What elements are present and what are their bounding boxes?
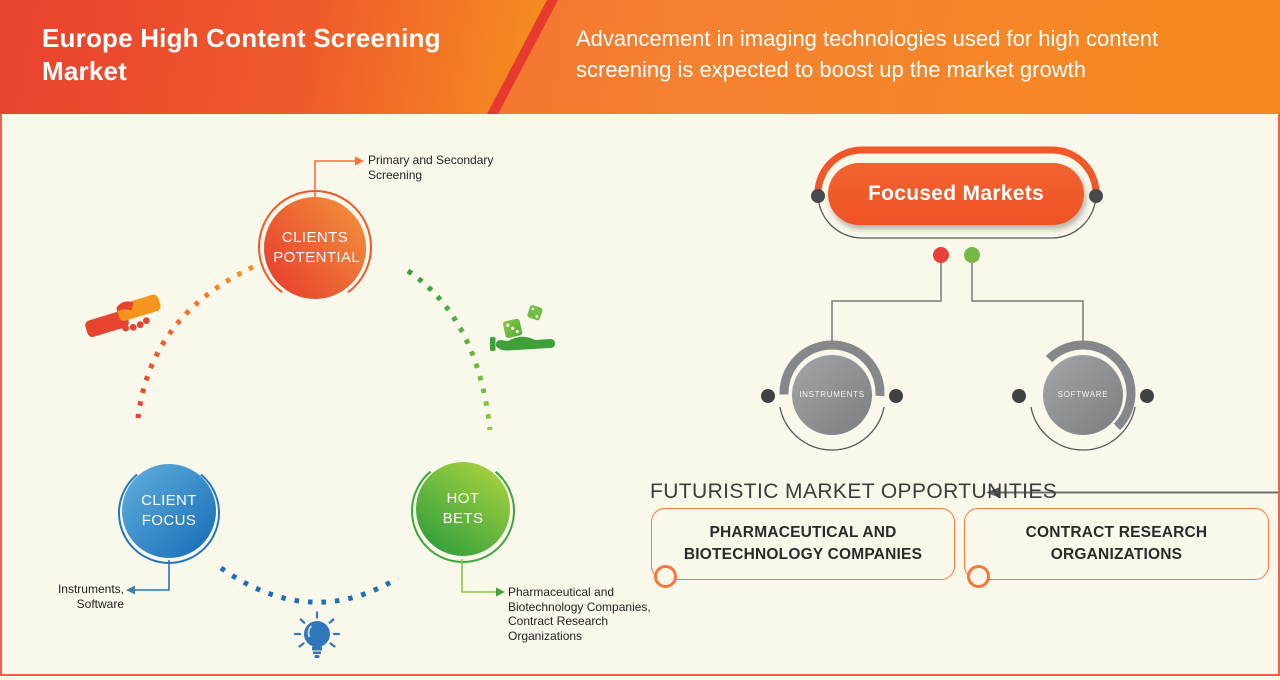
focused-markets-pill [828, 163, 1084, 225]
dotted-arc-blue [221, 568, 398, 602]
opportunity-ring-pharma [654, 565, 677, 588]
node-clients-potential [264, 197, 366, 299]
red-pin [933, 247, 949, 263]
opportunity-box-cro [964, 508, 1269, 580]
node-client-focus [122, 464, 216, 558]
arrowhead-client-focus [126, 586, 135, 595]
page-title: Europe High Content Screening Market [42, 23, 441, 86]
dotted-arc-green [408, 271, 490, 430]
opportunity-box-pharma-label: PHARMACEUTICAL AND BIOTECHNOLOGY COMPANIES [683, 524, 923, 563]
focused-markets-left-dot [811, 189, 825, 203]
focused-markets-right-dot [1089, 189, 1103, 203]
arrowhead-hot-bets [496, 588, 505, 597]
node-hot-bets-label: HOT BETS [442, 490, 484, 527]
opportunities-heading: FUTURISTIC MARKET OPPORTUNITIES [650, 480, 1058, 503]
hand-with-dice-icon [490, 305, 555, 351]
annotation-client-focus: Instruments, Software [57, 582, 124, 611]
segment-instruments-label: INSTRUMENTS [799, 390, 865, 399]
connector-client-focus [135, 560, 169, 590]
instruments-left-dot [761, 389, 775, 403]
annotation-clients-potential: Primary and Secondary Screening [368, 153, 494, 182]
handshake-icon [82, 292, 165, 344]
branch-line-right [972, 263, 1083, 342]
software-left-dot [1012, 389, 1026, 403]
opportunity-ring-cro [967, 565, 990, 588]
lightbulb-icon [295, 613, 339, 659]
opportunity-box-pharma [651, 508, 955, 580]
node-clients-potential-label: CLIENTS POTENTIAL [273, 229, 361, 266]
software-right-dot [1140, 389, 1154, 403]
instruments-right-dot [889, 389, 903, 403]
node-hot-bets [416, 462, 510, 556]
segment-software-label: SOFTWARE [1057, 390, 1109, 399]
annotation-hot-bets: Pharmaceutical and Biotechnology Companies, Contract Research Organizations [508, 585, 651, 643]
green-pin [964, 247, 980, 263]
arrowhead-clients-potential [355, 157, 364, 166]
focused-markets-title: Focused Markets [867, 182, 1045, 205]
connector-clients-potential [315, 161, 355, 199]
connector-hot-bets [462, 559, 496, 592]
branch-line-left [832, 263, 941, 342]
node-client-focus-label: CLIENT FOCUS [141, 492, 197, 529]
dotted-arc-orange [138, 267, 253, 418]
page-subtitle: Advancement in imaging technologies used for high content screening is expected to boost up the market growth [576, 26, 1159, 82]
opportunity-box-cro-label: CONTRACT RESEARCH ORGANIZATIONS [1025, 524, 1208, 563]
